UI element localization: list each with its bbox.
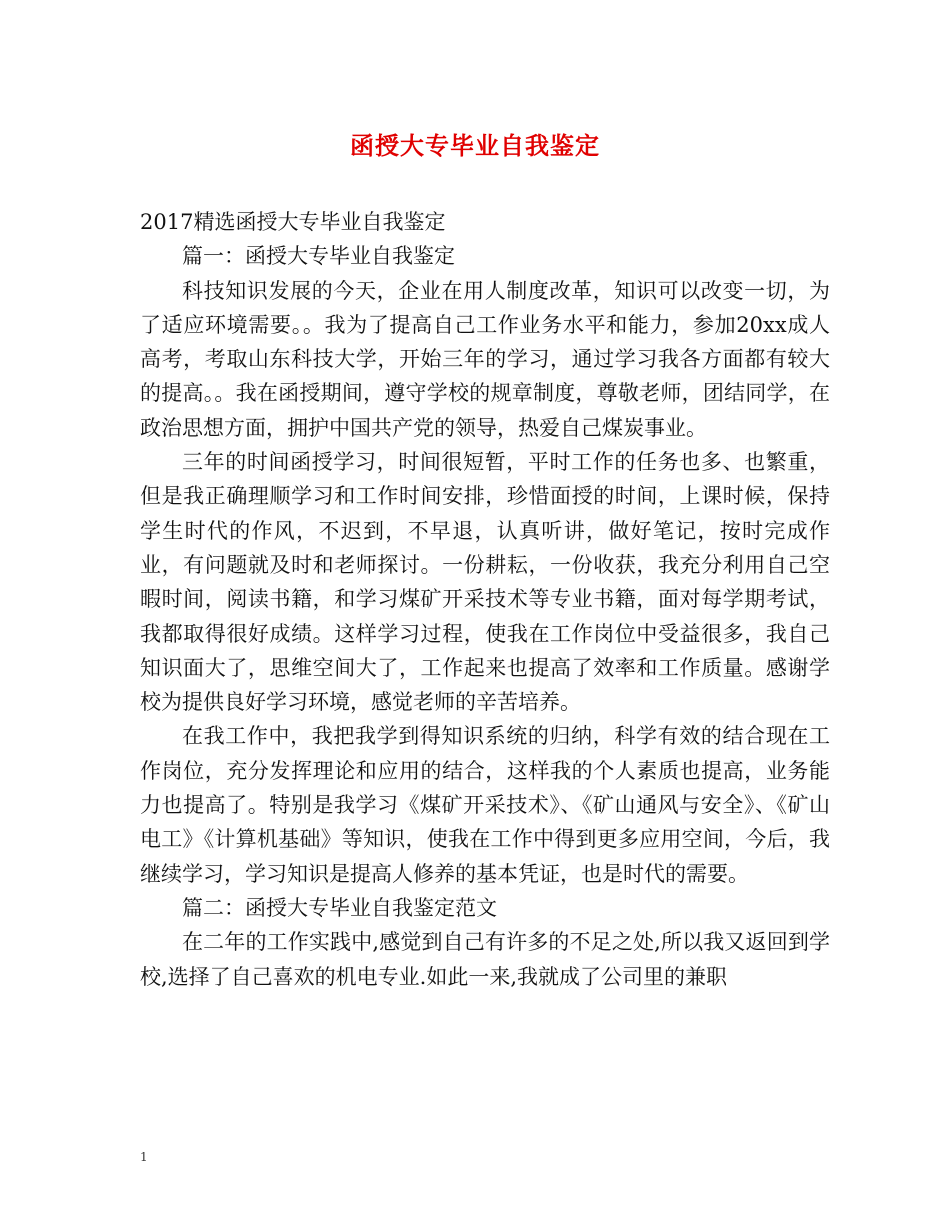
document-subtitle: 2017精选函授大专毕业自我鉴定 [140,210,446,234]
paragraph: 在二年的工作实践中,感觉到自己有许多的不足之处,所以我又返回到学校,选择了自己喜欢的机电专业.如此一来,我就成了公司里的兼职 [140,930,830,989]
paragraph: 在我工作中，我把我学到得知识系统的归纳，科学有效的结合现在工作岗位，充分发挥理论和应用的结合，这样我的个人素质也提高，业务能力也提高了。特别是我学习《煤矿开采技术》、《矿山通风与安全》、《矿山电工》《计算机基础》等知识，使我在工作中得到更多应用空间，今后，我继续学习，学习知识是提高人修养的基本凭证，也是时代的需要。 [140,724,830,886]
page-number: 1 [140,1150,148,1164]
section-heading: 篇一：函授大专毕业自我鉴定 [182,244,455,269]
document-body [140,205,830,994]
document-title: 函授大专毕业自我鉴定 [350,131,600,160]
paragraph: 三年的时间函授学习，时间很短暂，平时工作的任务也多、也繁重，但是我正确理顺学习和工作时间安排，珍惜面授的时间，上课时候，保持学生时代的作风，不迟到，不早退，认真听讲，做好笔记，按时完成作业，有问题就及时和老师探讨。一份耕耘，一份收获，我充分利用自己空暇时间，阅读书籍，和学习煤矿开采技术等专业书籍，面对每学期考试，我都取得很好成绩。这样学习过程，使我在工作岗位中受益很多，我自己知识面大了，思维空间大了，工作起来也提高了效率和工作质量。感谢学校为提供良好学习环境，感觉老师的辛苦培养。 [140,450,830,715]
section-heading: 篇二：函授大专毕业自我鉴定范文 [182,895,497,920]
paragraph: 科技知识发展的今天，企业在用人制度改革，知识可以改变一切，为了适应环境需要。。我为了提高自己工作业务水平和能力，参加20xx成人高考，考取山东科技大学，开始三年的学习，通过学习我各方面都有较大的提高。。我在函授期间，遵守学校的规章制度，尊敬老师，团结同学，在政治思想方面，拥护中国共产党的领导，热爱自己煤炭事业。 [140,278,830,440]
